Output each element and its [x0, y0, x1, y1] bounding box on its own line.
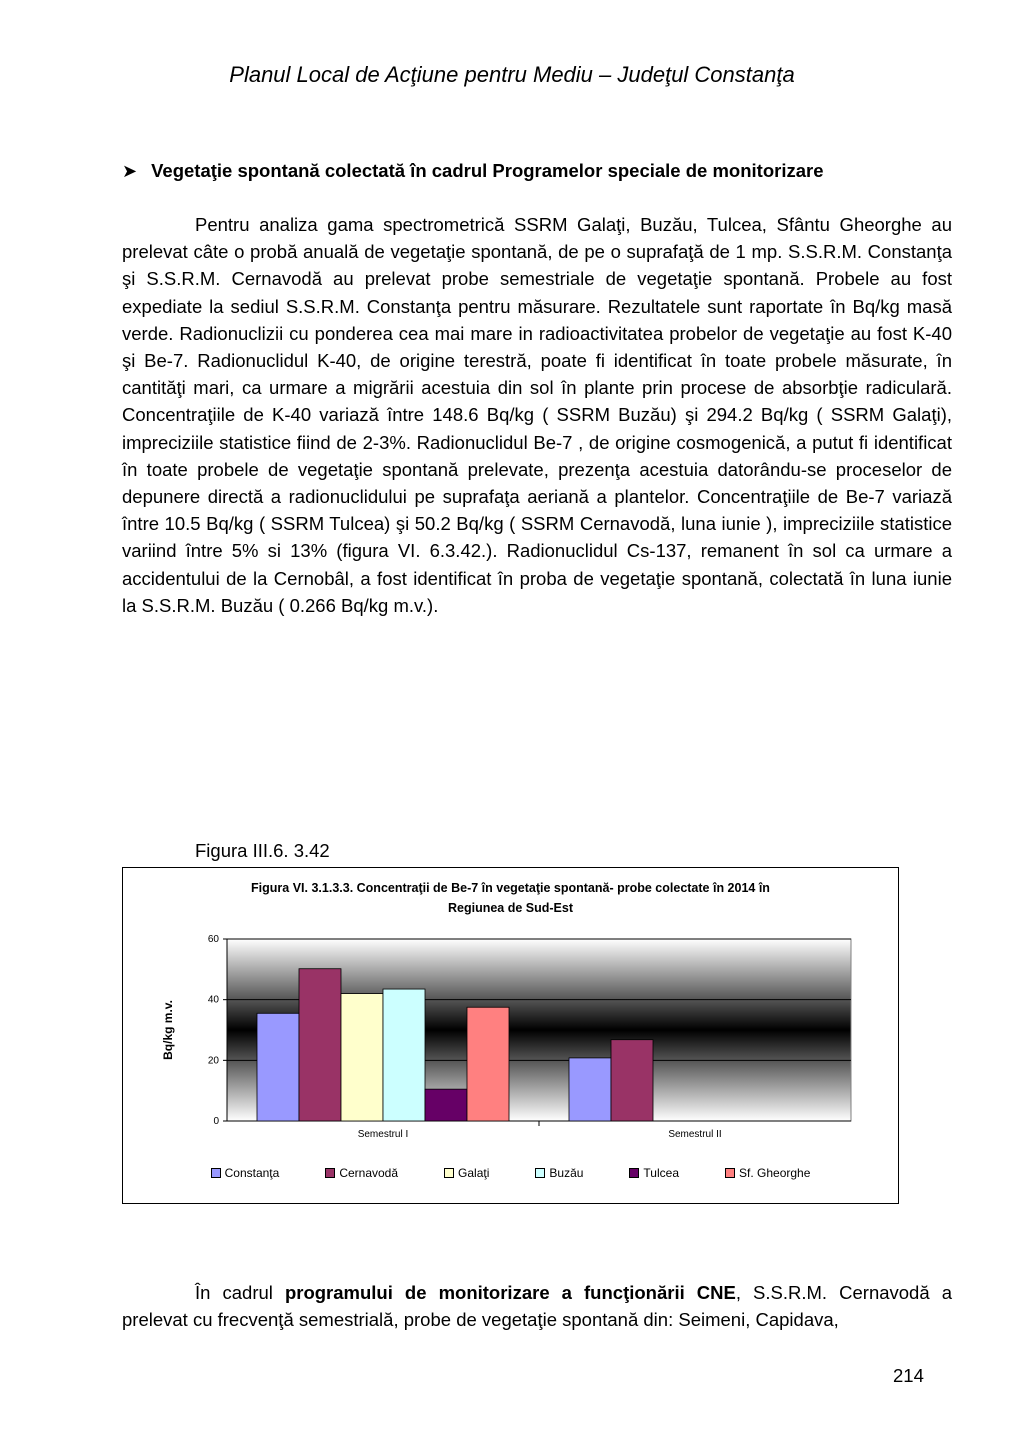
legend-label: Galaţi	[458, 1166, 490, 1180]
legend-item	[535, 1166, 583, 1180]
arrow-bullet-icon: ➤	[122, 160, 138, 181]
y-axis-label: Bq/kg m.v.	[161, 1000, 175, 1060]
chart-plot	[123, 868, 898, 1203]
body-paragraph-2	[122, 1279, 952, 1333]
y-tick-label: 20	[207, 1055, 219, 1067]
legend-label: Tulcea	[643, 1166, 679, 1180]
x-tick-label: Semestrul II	[668, 1129, 722, 1140]
bar-cernavod-	[611, 1040, 653, 1121]
legend-label: Sf. Gheorghe	[739, 1166, 811, 1180]
running-header: Planul Local de Acţiune pentru Mediu – Judeţul Constanţa	[229, 62, 795, 87]
legend-swatch	[725, 1168, 735, 1178]
bar-cernavod-	[299, 969, 341, 1121]
bar-tulcea	[425, 1089, 467, 1121]
bar-buz-u	[383, 989, 425, 1121]
section-heading	[122, 160, 952, 182]
paragraph-2-bold: programului de monitorizare a funcţionării CNE	[284, 1282, 736, 1303]
figure-caption: Figura III.6. 3.42	[195, 840, 330, 861]
body-paragraph-1: Pentru analiza gama spectrometrică SSRM Galaţi, Buzău, Tulcea, Sfântu Gheorghe au prelevat câte o probă anuală de vegetaţie spontană, de pe o suprafaţă de 1 mp. S.S.R.M. Constanţa şi S.S.R.M. Cernavodă au prelevat probe semestriale de vegetaţie spontană. Probele au fost expediate la sediul S.S.R.M. Constanţa pentru măsurare. Rezultatele sunt raportate în Bq/kg masă verde. Radionuclizii cu ponderea cea mai mare in radioactivitatea probelor de vegetaţie au fost K-40 şi Be-7. Radionuclidul K-40, de origine terestră, poate fi identificat în toate probele măsurate, în cantităţi mari, ca urmare a migrării acestuia din sol în plante prin procese de absorbţie radiculară. Concentraţiile de K-40 variază între 148.6 Bq/kg ( SSRM Buzău) şi 294.2 Bq/kg ( SSRM Galaţi), impreciziile statistice fiind de 2-3%. Radionuclidul Be-7 , de origine cosmogenică, a putut fi identificat în toate probele de vegetaţie spontană prelevate, prezenţa acestuia datorându-se proceselor de depunere directă a radionuclidului pe suprafaţa aeriană a plantelor. Concentraţiile de Be-7 variază între 10.5 Bq/kg ( SSRM Tulcea) şi 50.2 Bq/kg ( SSRM Cernavodă, luna iunie ), impreciziile statistice variind între 5% si 13% (figura VI. 6.3.42.). Radionuclidul Cs-137, remanent în sol ca urmare a accidentului de la Cernobâl, a fost identificat în proba de vegetaţie spontană, colectată în luna iunie la S.S.R.M. Buzău ( 0.266 Bq/kg m.v.).	[122, 214, 952, 616]
page-number: 214	[893, 1365, 924, 1386]
y-tick-label: 0	[213, 1116, 219, 1127]
legend-item	[444, 1166, 489, 1180]
legend-item	[325, 1166, 398, 1180]
legend-item	[629, 1166, 679, 1180]
legend-label: Cernavodă	[339, 1166, 399, 1180]
y-tick-label: 60	[207, 934, 219, 945]
legend-label: Constanţa	[224, 1166, 280, 1180]
legend-swatch	[535, 1168, 545, 1178]
section-heading-text: Vegetaţie spontană colectată în cadrul Programelor speciale de monitorizare	[151, 160, 824, 181]
legend-item	[211, 1166, 280, 1180]
paragraph-2-lead: În cadrul	[195, 1282, 285, 1303]
chart-container	[122, 867, 899, 1204]
bar-constan-a	[257, 1013, 299, 1121]
y-tick-label: 40	[207, 994, 219, 1006]
legend-swatch	[629, 1168, 639, 1178]
legend-swatch	[444, 1168, 454, 1178]
legend-swatch	[211, 1168, 221, 1178]
x-tick-label: Semestrul I	[357, 1129, 409, 1140]
bar-constan-a	[569, 1058, 611, 1121]
bar-sf-gheorghe	[467, 1007, 509, 1121]
chart-title-line-2: Regiunea de Sud-Est	[447, 901, 574, 915]
legend-swatch	[325, 1168, 335, 1178]
legend-item	[725, 1166, 810, 1180]
paragraph-2-rest: , S.S.R.M. Cernavodă a prelevat cu frecvenţă semestrială, probe de vegetaţie spontană din: Seimeni, Capidava,	[122, 1282, 952, 1331]
chart-legend	[123, 1166, 898, 1180]
legend-label: Buzău	[549, 1166, 584, 1180]
bar-gala-i	[341, 994, 383, 1121]
chart-title-line-1: Figura VI. 3.1.3.3. Concentraţii de Be-7 în vegetaţie spontană- probe colectate în 2014 în	[251, 881, 770, 895]
